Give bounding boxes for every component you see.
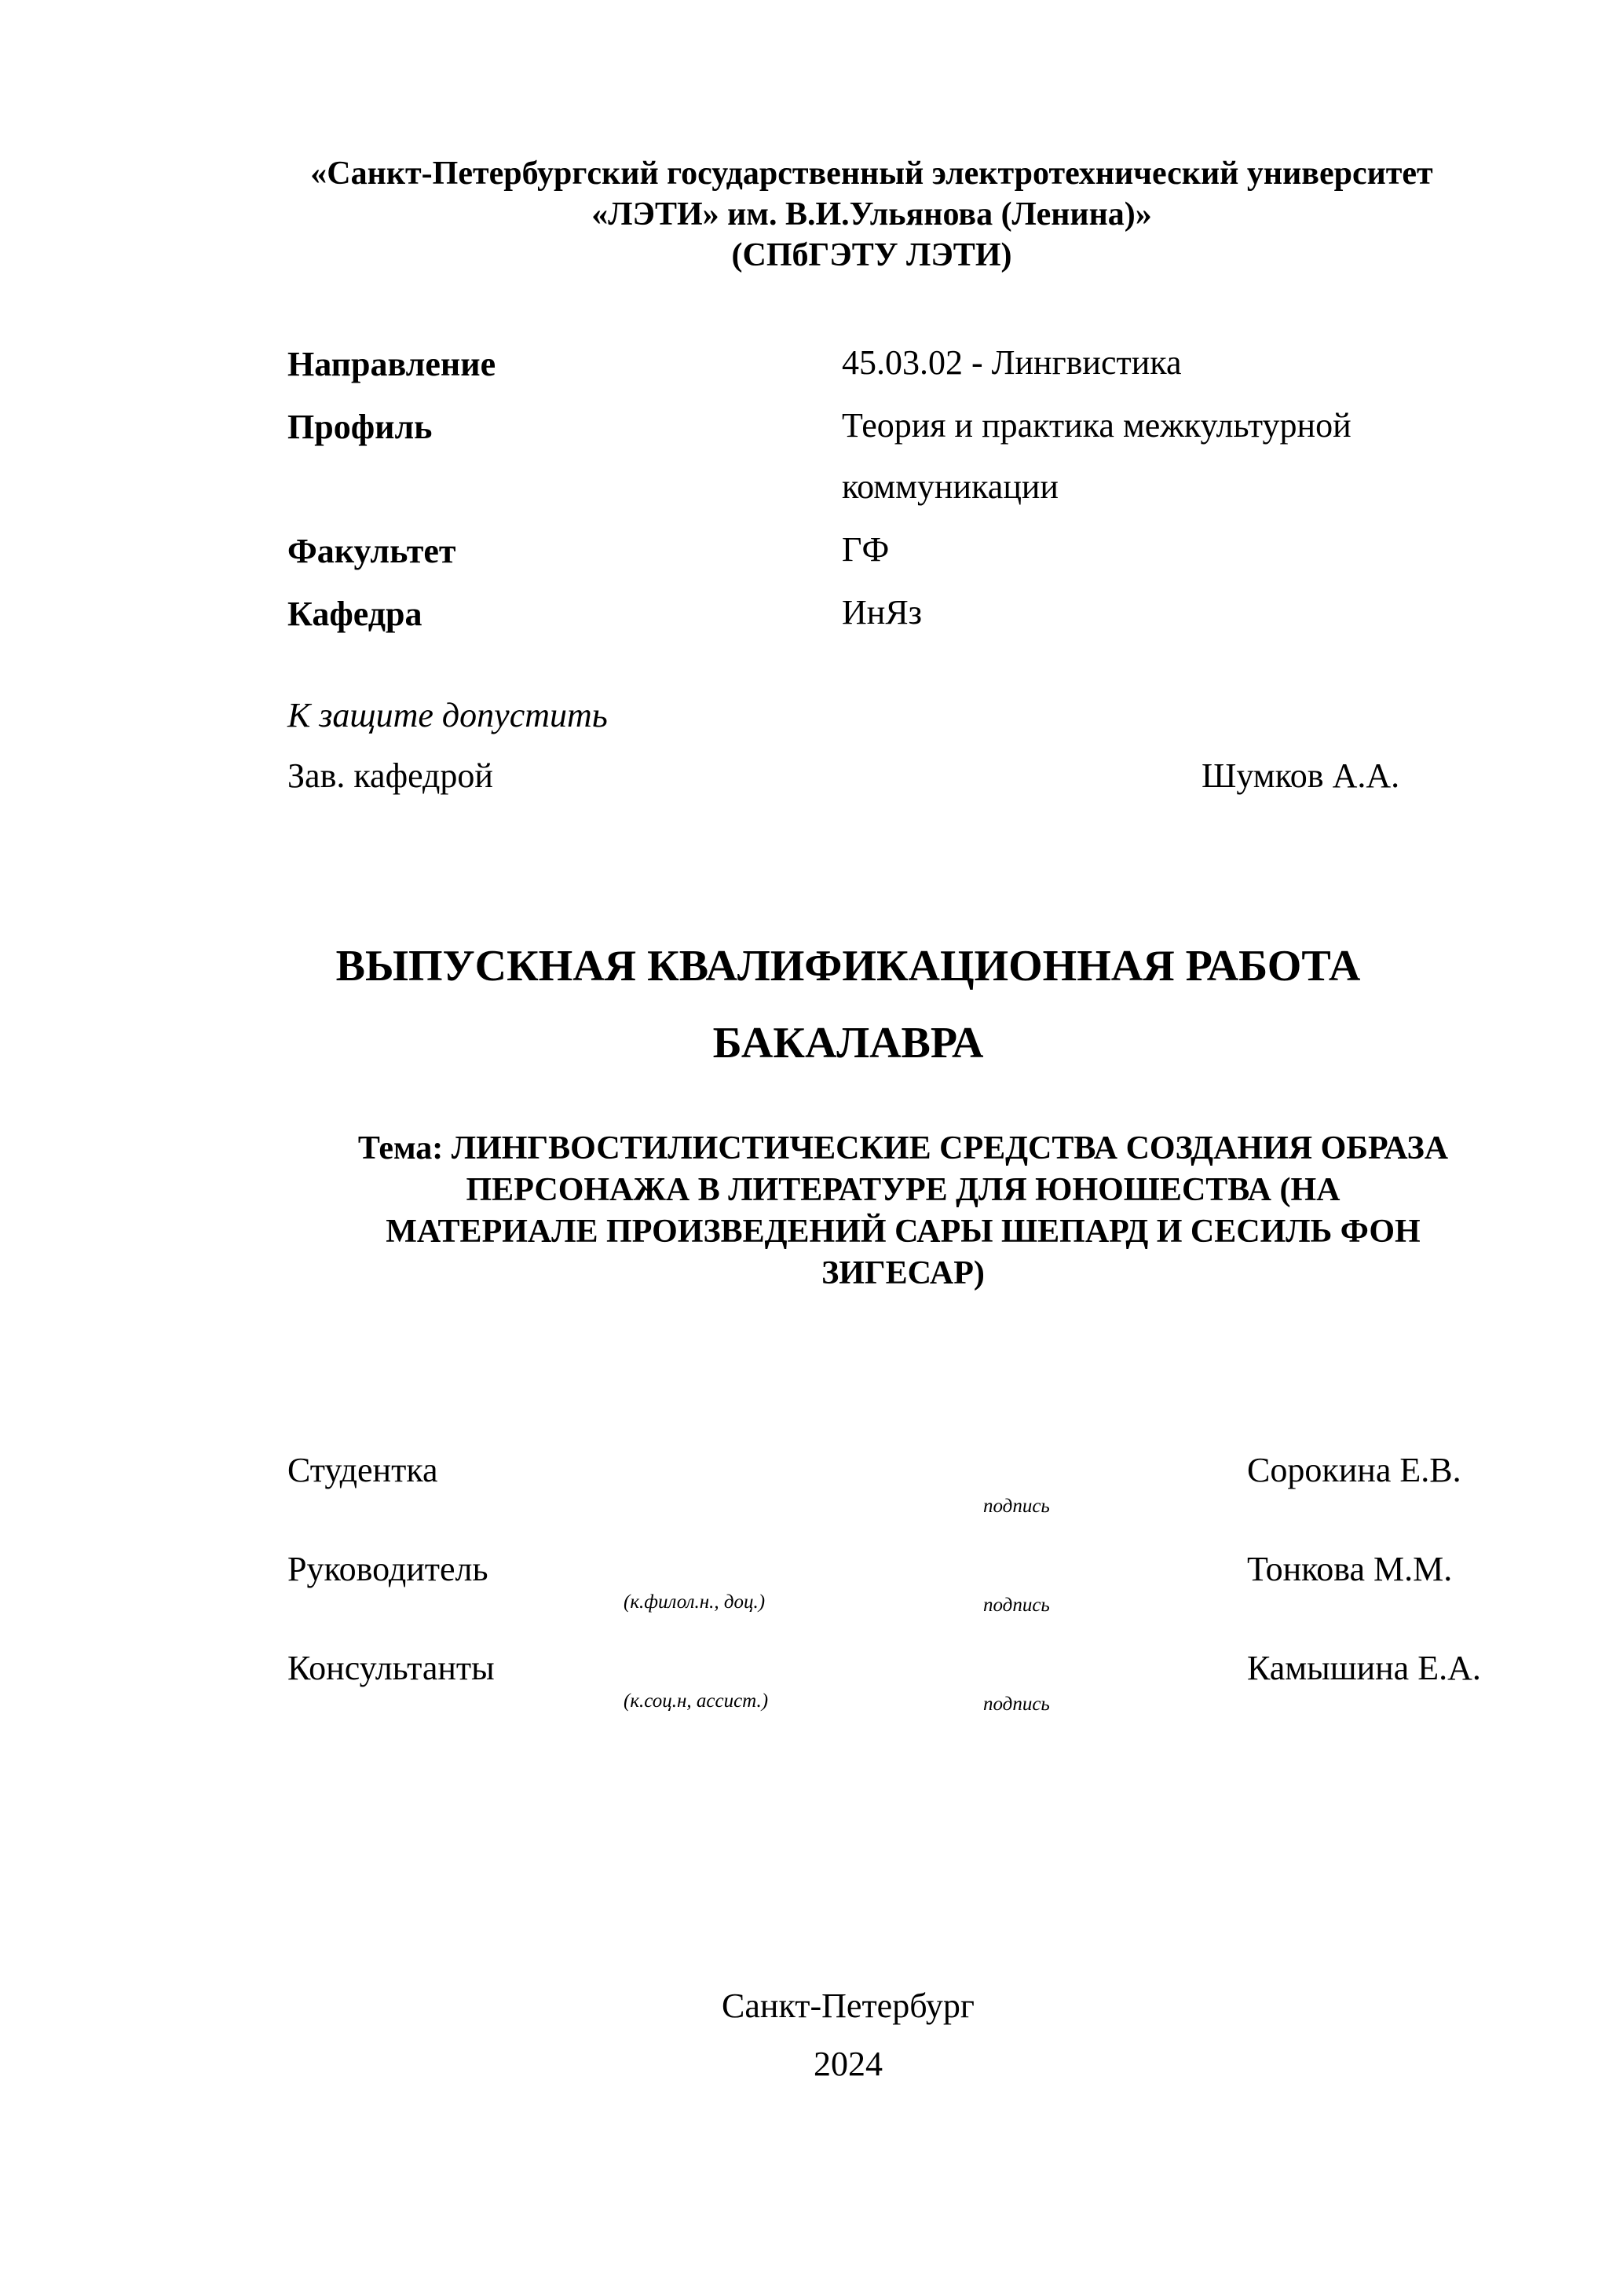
info-value-profile-line1: Теория и практика межкультурной bbox=[842, 406, 1352, 445]
info-value-faculty: ГФ bbox=[842, 530, 890, 569]
thesis-topic bbox=[236, 1128, 1571, 1294]
footer-year: 2024 bbox=[814, 2045, 883, 2083]
signature-role-consultant: Консультанты bbox=[287, 1649, 495, 1687]
thesis-topic-line3: МАТЕРИАЛЕ ПРОИЗВЕДЕНИЙ САРЫ ШЕПАРД И СЕСИЛЬ ФОН bbox=[386, 1214, 1421, 1250]
signature-role-supervisor: Руководитель bbox=[287, 1550, 488, 1588]
thesis-topic-line1: Тема: ЛИНГВОСТИЛИСТИЧЕСКИЕ СРЕДСТВА СОЗДАНИЯ ОБРАЗА bbox=[357, 1130, 1449, 1166]
signature-degree-consultant: (к.соц.н, ассист.) bbox=[624, 1690, 769, 1712]
info-value-department: ИнЯз bbox=[842, 593, 923, 632]
admission-head-name: Шумков А.А. bbox=[1202, 756, 1400, 795]
admission-note: К защите допустить bbox=[287, 696, 608, 734]
thesis-topic-line4: ЗИГЕСАР) bbox=[821, 1255, 985, 1291]
signature-role-student: Студентка bbox=[287, 1451, 438, 1489]
info-label-profile: Профиль bbox=[287, 408, 433, 446]
signature-label-consultant: подпись bbox=[983, 1694, 1050, 1715]
signature-name-student: Сорокина Е.В. bbox=[1247, 1451, 1461, 1489]
document-title-line1: ВЫПУСКНАЯ КВАЛИФИКАЦИОННАЯ РАБОТА bbox=[335, 942, 1361, 991]
info-value-direction: 45.03.02 - Лингвистика bbox=[842, 343, 1182, 382]
footer-city: Санкт-Петербург bbox=[722, 1987, 975, 2025]
university-abbreviation: (СПбГЭТУ ЛЭТИ) bbox=[731, 237, 1012, 273]
signature-label-student: подпись bbox=[983, 1496, 1050, 1517]
signature-name-consultant: Камышина Е.А. bbox=[1247, 1649, 1481, 1687]
signature-name-supervisor: Тонкова М.М. bbox=[1247, 1550, 1453, 1588]
university-name-line2: «ЛЭТИ» им. В.И.Ульянова (Ленина)» bbox=[591, 196, 1152, 233]
thesis-topic-line2: ПЕРСОНАЖА В ЛИТЕРАТУРЕ ДЛЯ ЮНОШЕСТВА (НА bbox=[466, 1172, 1341, 1208]
admission-position: Зав. кафедрой bbox=[287, 756, 493, 795]
signature-degree-supervisor: (к.филол.н., доц.) bbox=[624, 1591, 766, 1613]
info-value-profile-line2: коммуникации bbox=[842, 467, 1059, 506]
university-header bbox=[243, 153, 1500, 276]
info-label-direction: Направление bbox=[287, 345, 496, 383]
signature-label-supervisor: подпись bbox=[983, 1595, 1050, 1616]
university-name-line1: «Санкт-Петербургский государственный электротехнический университет bbox=[310, 156, 1433, 192]
info-label-department: Кафедра bbox=[287, 595, 422, 633]
info-label-faculty: Факультет bbox=[287, 532, 456, 570]
document-title-line2: БАКАЛАВРА bbox=[712, 1019, 984, 1067]
